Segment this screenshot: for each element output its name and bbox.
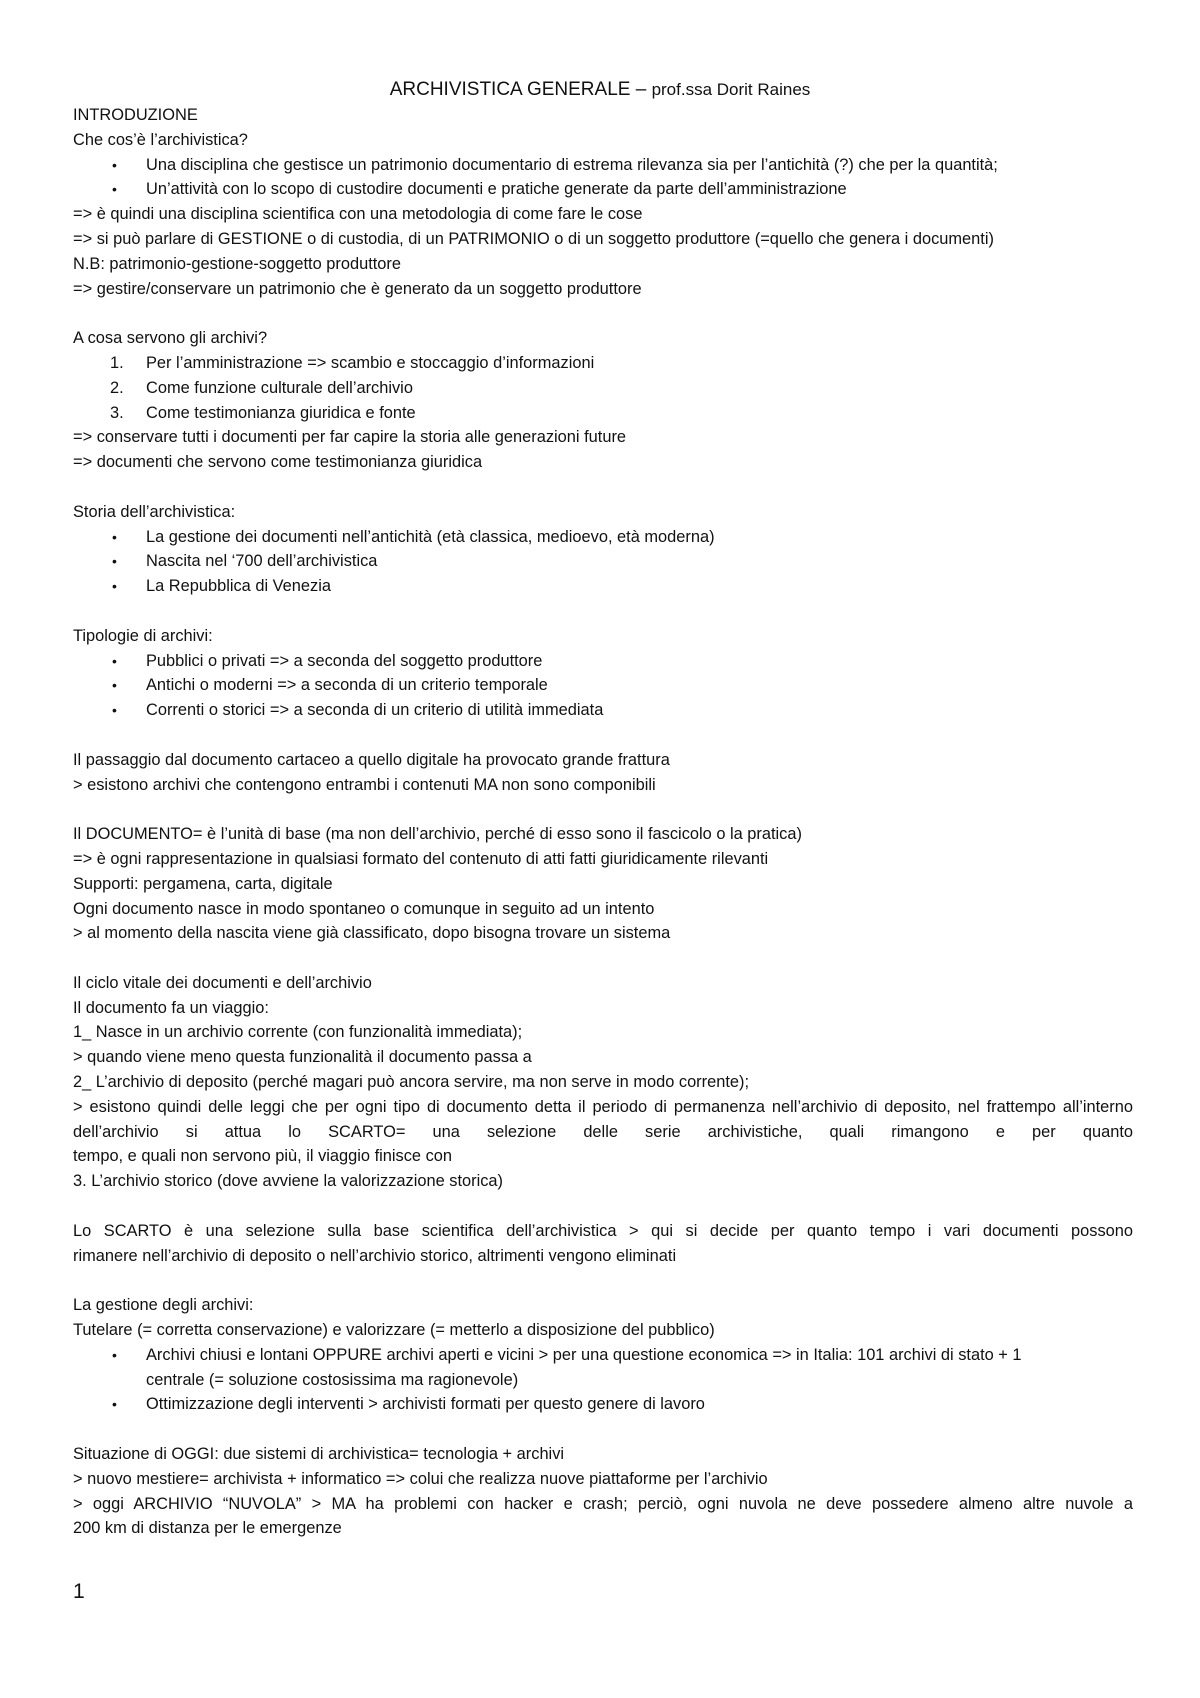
text-line: > esistono archivi che contengono entrambi i contenuti MA non sono componibili <box>73 775 656 794</box>
page-number: 1 <box>73 1580 85 1603</box>
bullet-continuation <box>73 1368 1133 1393</box>
section-heading-tipologie: Tipologie di archivi: <box>73 626 213 645</box>
bullet-icon: • <box>112 578 117 595</box>
bullet-text: Antichi o moderni => a seconda di un criterio temporale <box>146 676 548 695</box>
item-text: Come funzione culturale dell’archivio <box>146 378 413 397</box>
text-line: Il passaggio dal documento cartaceo a quello digitale ha provocato grande frattura <box>73 750 670 769</box>
item-number: 2. <box>110 378 124 397</box>
bullet-text: La gestione dei documenti nell’antichità (età classica, medioevo, età moderna) <box>146 527 715 546</box>
bullet-item <box>73 549 1133 574</box>
bullet-text: Una disciplina che gestisce un patrimonio documentario di estrema rilevanza sia per l’antichità (?) che per la quantità; <box>146 155 998 174</box>
numbered-item <box>73 376 1133 401</box>
bullet-icon: • <box>112 1396 117 1413</box>
document-body <box>73 103 1133 1541</box>
bullet-icon: • <box>112 652 117 669</box>
page-title <box>0 78 1200 102</box>
text-line: => è ogni rappresentazione in qualsiasi formato del contenuto di atti fatti giuridicamente rilevanti <box>73 849 769 868</box>
bullet-item <box>73 698 1133 723</box>
text-line: 2_ L’archivio di deposito (perché magari può ancora servire, ma non serve in modo corrente); <box>73 1073 750 1092</box>
item-number: 1. <box>110 353 124 372</box>
bullet-item <box>73 1392 1133 1417</box>
section-heading-archivi: A cosa servono gli archivi? <box>73 329 268 348</box>
bullet-icon: • <box>112 181 117 198</box>
paragraph: > esistono quindi delle leggi che per ogni tipo di documento detta il periodo di permanenza nell’archivio di deposito, nel frattempo all’interno dell’archivio si attua lo SCARTO= una selezione delle serie archivistiche, quali rimangono e per quanto <box>73 1097 1133 1141</box>
bullet-text: Ottimizzazione degli interventi > archivisti formati per questo genere di lavoro <box>146 1395 705 1414</box>
bullet-icon: • <box>112 677 117 694</box>
text-line: Il documento fa un viaggio: <box>73 998 269 1017</box>
bullet-item <box>73 574 1133 599</box>
bullet-item <box>73 649 1133 674</box>
bullet-text: Nascita nel ‘700 dell’archivistica <box>146 552 378 571</box>
bullet-item <box>73 1343 1133 1368</box>
section-heading-storia: Storia dell’archivistica: <box>73 502 236 521</box>
text-line: N.B: patrimonio-gestione-soggetto produttore <box>73 254 401 273</box>
text-line: => documenti che servono come testimonianza giuridica <box>73 453 483 472</box>
text-line: 1_ Nasce in un archivio corrente (con funzionalità immediata); <box>73 1023 523 1042</box>
text-line: rimanere nell’archivio di deposito o nell’archivio storico, altrimenti vengono eliminati <box>73 1246 677 1265</box>
section-heading-introduzione: INTRODUZIONE <box>73 106 198 124</box>
text-line: Tutelare (= corretta conservazione) e valorizzare (= metterlo a disposizione del pubblico) <box>73 1321 715 1340</box>
text-line: => è quindi una disciplina scientifica con una metodologia di come fare le cose <box>73 205 643 224</box>
text-line: 200 km di distanza per le emergenze <box>73 1519 342 1538</box>
text-line: Supporti: pergamena, carta, digitale <box>73 874 333 893</box>
paragraph: Lo SCARTO è una selezione sulla base scientifica dell’archivistica > qui si decide per quanto tempo i vari documenti possono <box>73 1221 1133 1240</box>
bullet-icon: • <box>112 528 117 545</box>
bullet-text: La Repubblica di Venezia <box>146 577 331 596</box>
section-heading-gestione: La gestione degli archivi: <box>73 1296 254 1315</box>
bullet-text: Pubblici o privati => a seconda del soggetto produttore <box>146 651 543 670</box>
paragraph: > oggi ARCHIVIO “NUVOLA” > MA ha problemi con hacker e crash; perciò, ogni nuvola ne deve possedere almeno altre nuvole a <box>73 1494 1133 1513</box>
text-line: => si può parlare di GESTIONE o di custodia, di un PATRIMONIO o di un soggetto produttore (=quello che genera i documenti) <box>73 229 994 248</box>
bullet-item <box>73 525 1133 550</box>
text-line: Ogni documento nasce in modo spontaneo o comunque in seguito ad un intento <box>73 899 655 918</box>
bullet-icon: • <box>112 702 117 719</box>
text-line: Il DOCUMENTO= è l’unità di base (ma non dell’archivio, perché di esso sono il fascicolo o la pratica) <box>73 825 802 844</box>
text-line: > al momento della nascita viene già classificato, dopo bisogna trovare un sistema <box>73 924 671 943</box>
title-separator: – <box>630 79 652 100</box>
item-number: 3. <box>110 403 124 422</box>
text-line: 3. L’archivio storico (dove avviene la valorizzazione storica) <box>73 1172 503 1191</box>
numbered-item <box>73 351 1133 376</box>
bullet-item <box>73 673 1133 698</box>
bullet-item <box>73 153 1133 178</box>
intro-question: Che cos’è l’archivistica? <box>73 130 248 149</box>
bullet-text: Archivi chiusi e lontani OPPURE archivi aperti e vicini > per una questione economica => in Italia: 101 archivi di stato + 1 <box>146 1345 1022 1364</box>
text-line: > nuovo mestiere= archivista + informatico => colui che realizza nuove piattaforme per l’archivio <box>73 1469 768 1488</box>
text-line: => conservare tutti i documenti per far capire la storia alle generazioni future <box>73 428 627 447</box>
text-line: > quando viene meno questa funzionalità il documento passa a <box>73 1048 532 1067</box>
bullet-text: Un’attività con lo scopo di custodire documenti e pratiche generate da parte dell’amministrazione <box>146 180 847 199</box>
bullet-text: Correnti o storici => a seconda di un criterio di utilità immediata <box>146 701 604 720</box>
item-text: Per l’amministrazione => scambio e stoccaggio d’informazioni <box>146 353 595 372</box>
text-line: tempo, e quali non servono più, il viaggio finisce con <box>73 1147 453 1166</box>
numbered-item <box>73 401 1133 426</box>
bullet-text: centrale (= soluzione costosissima ma ragionevole) <box>146 1370 519 1389</box>
bullet-icon: • <box>112 553 117 570</box>
title-author: prof.ssa Dorit Raines <box>651 80 811 99</box>
bullet-item <box>73 177 1133 202</box>
title-main: ARCHIVISTICA GENERALE <box>389 79 631 100</box>
text-line: Il ciclo vitale dei documenti e dell’archivio <box>73 973 372 992</box>
text-line: => gestire/conservare un patrimonio che è generato da un soggetto produttore <box>73 279 642 298</box>
text-line: Situazione di OGGI: due sistemi di archivistica= tecnologia + archivi <box>73 1445 565 1464</box>
bullet-icon: • <box>112 1346 117 1363</box>
bullet-icon: • <box>112 156 117 173</box>
item-text: Come testimonianza giuridica e fonte <box>146 403 416 422</box>
